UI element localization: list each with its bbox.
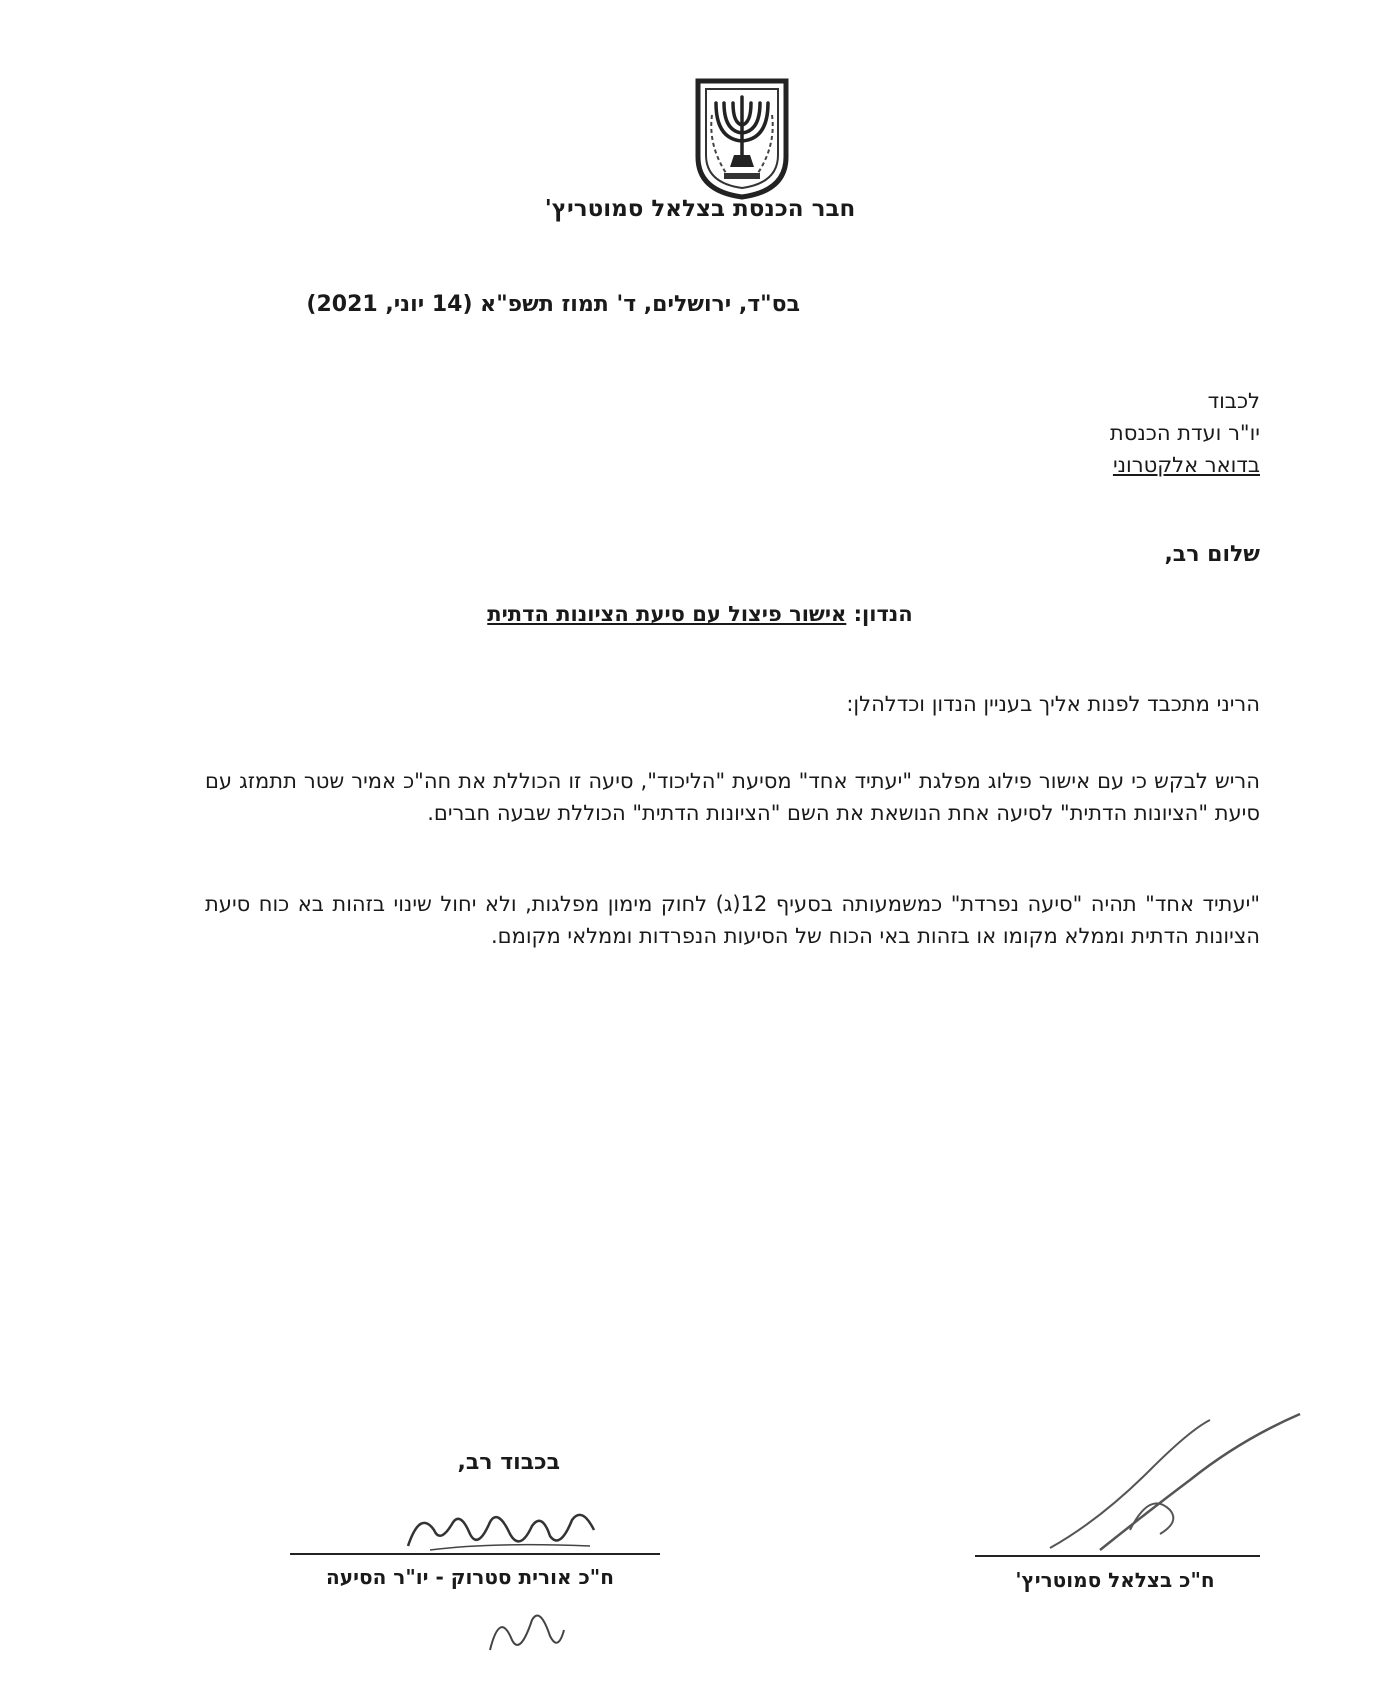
closing: בכבוד רב, [457, 1450, 560, 1475]
recipient-line-3: בדואר אלקטרוני [1112, 453, 1260, 477]
greeting: שלום רב, [1164, 542, 1260, 567]
dateline: בס"ד, ירושלים, ד' תמוז תשפ"א (14 יוני, 2021) [306, 292, 800, 317]
recipient-line-2: יו"ר ועדת הכנסת [1109, 421, 1260, 445]
state-emblem-menorah-icon [690, 75, 794, 201]
body-paragraph-2: הריש לבקש כי עם אישור פילוג מפלגת "יעתיד אחד" מסיעת "הליכוד", סיעה זו הכוללת את חה"כ אמיר שטר תתמזג עם סיעת "הציונות הדתית" לסיעה אחת הנושאת את השם "הציונות הדתית" הכוללת שבעה חברים. [205, 769, 1260, 825]
handwritten-initials [480, 1600, 570, 1660]
signer-right: ח"כ בצלאל סמוטריץ' [1015, 1568, 1215, 1592]
handwritten-signature-right [1040, 1410, 1320, 1560]
letterhead-title: חבר הכנסת בצלאל סמוטריץ' [544, 196, 856, 222]
signature-line-left [290, 1553, 660, 1555]
signature-line-right [975, 1555, 1260, 1557]
subject-line [380, 602, 1020, 626]
handwritten-signature-left [400, 1500, 610, 1560]
body-paragraph-1: הריני מתכבד לפנות אליך בעניין הנדון וכדלהלן: [846, 692, 1260, 716]
subject-text: אישור פיצול עם סיעת הציונות הדתית [487, 602, 847, 626]
body-paragraph-3: "יעתיד אחד" תהיה "סיעה נפרדת" כמשמעותה בסעיף 12(ג) לחוק מימון מפלגות, ולא יחול שינוי בזהות בא כוח סיעת הציונות הדתית וממלא מקומו או בזהות באי הכוח של הסיעות הנפרדות וממלאי מקומם. [205, 892, 1260, 948]
recipient-line-1: לכבוד [1207, 389, 1260, 413]
subject-label: הנדון: [853, 602, 913, 626]
signer-left: ח"כ אורית סטרוק - יו"ר הסיעה [326, 1565, 614, 1589]
recipient-block [1110, 385, 1260, 481]
